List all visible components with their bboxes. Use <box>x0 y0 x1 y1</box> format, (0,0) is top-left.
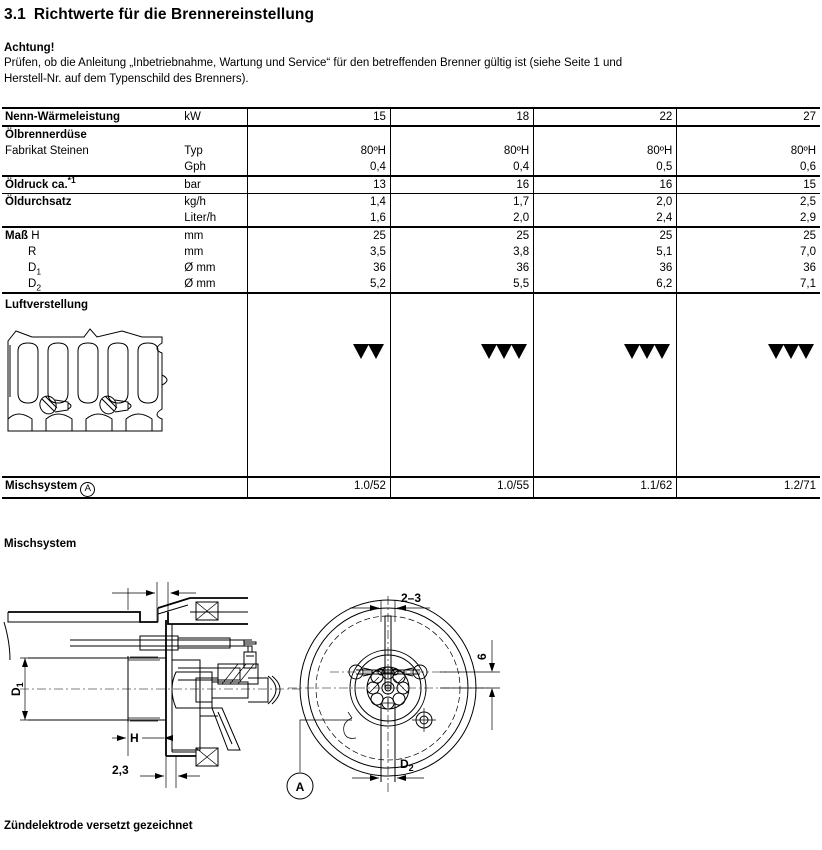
row-unit-nennwaermeleistung: kW <box>184 111 201 123</box>
cell-durchsatz-l-c2: 2,0 <box>513 212 530 224</box>
row-label-oeldruck <box>2 177 172 193</box>
mischsystem-badge-a: A <box>80 482 95 497</box>
table-row-oeldurchsatz <box>2 194 820 228</box>
row-label-nennwaermeleistung: Nenn-Wärmeleistung <box>5 111 121 123</box>
swirl-marking <box>344 712 356 738</box>
cell-d1-c4: 36 <box>803 262 816 274</box>
cell-nenn-c3: 22 <box>659 111 673 123</box>
notice-line-2: Herstell-Nr. auf dem Typenschild des Brenners). <box>4 72 249 85</box>
luft-triangles-c2 <box>391 294 533 457</box>
small-detail-circle <box>412 708 436 732</box>
cell-nenn-c2: 18 <box>516 111 530 123</box>
page-title <box>4 6 314 24</box>
cell-typ-c1: 80ºH <box>360 145 386 157</box>
triangle-group-c3 <box>625 344 670 359</box>
cell-oeldruck-c4: 15 <box>803 179 816 191</box>
table-row-nennwaermeleistung <box>2 108 820 126</box>
row-label-d1-letter: D <box>28 262 37 274</box>
luft-triangles-c4 <box>677 294 820 457</box>
row-label-d1-sub: 1 <box>36 266 42 277</box>
row-unit-durchsatz-l: Liter/h <box>184 212 217 224</box>
bottom-caption: Zündelektrode versetzt gezeichnet <box>4 820 193 832</box>
cell-r-c2: 3,8 <box>513 246 530 258</box>
row-label-h: H <box>31 230 40 242</box>
cell-r-c1: 3,5 <box>369 246 386 258</box>
row-label-oeldruck-text: Öldruck ca. <box>5 179 68 191</box>
cell-durchsatz-l-c3: 2,4 <box>656 212 673 224</box>
technical-drawings <box>0 560 822 810</box>
triangle-icon <box>496 344 512 359</box>
row-label-fabrikat-steinen: Fabrikat Steinen <box>5 145 89 157</box>
cell-nenn-c4: 27 <box>803 111 816 123</box>
triangle-group-c4 <box>769 344 814 359</box>
row-label-d2-sub: 2 <box>36 282 42 293</box>
row-label-mischsystem-text: Mischsystem <box>5 480 78 492</box>
cell-d2-c4: 7,1 <box>800 278 816 290</box>
notice-line-1: Prüfen, ob die Anleitung „Inbetriebnahme, Wartung und Service“ für den betreffenden Brenner gültig ist (siehe Seite 1 und <box>4 57 623 69</box>
row-unit-gph: Gph <box>184 161 206 173</box>
cell-d1-c3: 36 <box>659 262 673 274</box>
cell-durchsatz-kg-c1: 1,4 <box>369 196 386 208</box>
triangle-icon <box>368 344 384 359</box>
gasket-top <box>196 602 218 620</box>
row-label-luftverstellung: Luftverstellung <box>5 299 89 311</box>
dim-label-h: H <box>130 731 139 745</box>
triangle-icon <box>481 344 497 359</box>
dim-label-d2: $D_2$ <box>400 757 414 773</box>
cell-typ-c4: 80ºH <box>790 145 816 157</box>
triangle-icon <box>798 344 814 359</box>
dim-label-2-3: 2–3 <box>401 591 422 605</box>
notice-block <box>4 42 816 87</box>
hatched-block <box>218 664 258 684</box>
cell-gph-c4: 0,6 <box>800 161 816 173</box>
cell-typ-c2: 80ºH <box>503 145 530 157</box>
dim-label-23: 2,3 <box>112 763 129 777</box>
specification-table <box>2 107 820 499</box>
cell-h-c2: 25 <box>516 230 530 242</box>
row-unit-typ: Typ <box>184 145 203 157</box>
table-row-mass <box>2 227 820 293</box>
cell-r-c4: 7,0 <box>800 246 816 258</box>
page-title-number: 3.1 <box>4 6 26 23</box>
cell-h-c4: 25 <box>803 230 816 242</box>
row-label-mass-h <box>2 228 172 244</box>
cell-durchsatz-kg-c4: 2,5 <box>800 196 816 208</box>
cell-gph-c1: 0,4 <box>369 161 386 173</box>
triangle-icon <box>639 344 655 359</box>
triangle-icon <box>783 344 799 359</box>
row-label-mischsystem <box>2 478 172 497</box>
row-label-oeldruck-footnote: *1 <box>67 175 76 186</box>
cell-d1-c1: 36 <box>373 262 386 274</box>
cell-d2-c2: 5,5 <box>513 278 530 290</box>
table-row-luftverstellung <box>2 293 820 477</box>
cell-d2-c1: 5,2 <box>369 278 386 290</box>
row-label-r: R <box>28 246 37 258</box>
page-title-text: Richtwerte für die Brennereinstellung <box>33 6 315 23</box>
callout-label-a: A <box>295 780 305 794</box>
cell-oeldruck-c3: 16 <box>659 179 673 191</box>
cell-durchsatz-l-c4: 2,9 <box>800 212 816 224</box>
cell-misch-c3: 1.1/62 <box>640 480 673 492</box>
triangle-icon <box>353 344 369 359</box>
triangle-icon <box>654 344 670 359</box>
luft-triangles-c3 <box>534 294 676 457</box>
cell-misch-c2: 1.0/55 <box>497 480 530 492</box>
notice-title: Achtung! <box>4 42 55 54</box>
cell-durchsatz-l-c1: 1,6 <box>369 212 386 224</box>
triangle-group-c2 <box>482 344 527 359</box>
cell-gph-c3: 0,5 <box>656 161 673 173</box>
cell-durchsatz-kg-c2: 1,7 <box>513 196 530 208</box>
triangle-icon <box>768 344 784 359</box>
cell-d1-c2: 36 <box>516 262 530 274</box>
triangle-icon <box>511 344 527 359</box>
row-label-d2-letter: D <box>28 278 37 290</box>
table-row-oeldruck <box>2 176 820 194</box>
cell-h-c1: 25 <box>373 230 386 242</box>
cell-durchsatz-kg-c3: 2,0 <box>656 196 673 208</box>
side-section-drawing <box>4 582 300 788</box>
row-label-d2 <box>2 276 172 292</box>
dim-label-6: 6 <box>475 653 489 660</box>
cell-oeldruck-c2: 16 <box>516 179 530 191</box>
cell-misch-c1: 1.0/52 <box>353 480 386 492</box>
row-unit-mass-r: mm <box>184 246 204 258</box>
air-damper-illustration <box>2 313 172 476</box>
row-label-oelbrennerduese: Ölbrennerdüse <box>5 129 87 141</box>
row-label-d1 <box>2 260 172 276</box>
row-unit-mass-d1: Ø mm <box>184 262 216 274</box>
front-view-drawing <box>287 591 500 799</box>
triangle-icon <box>624 344 640 359</box>
cell-nenn-c1: 15 <box>373 111 386 123</box>
cell-gph-c2: 0,4 <box>513 161 530 173</box>
cell-typ-c3: 80ºH <box>647 145 673 157</box>
row-unit-oeldruck: bar <box>184 179 201 191</box>
table-row-mischsystem <box>2 477 820 498</box>
row-unit-durchsatz-kg: kg/h <box>184 196 206 208</box>
row-label-oeldurchsatz: Öldurchsatz <box>5 196 72 208</box>
cell-oeldruck-c1: 13 <box>373 179 386 191</box>
cell-h-c3: 25 <box>659 230 673 242</box>
cell-d2-c3: 6,2 <box>656 278 673 290</box>
row-unit-mass-d2: Ø mm <box>184 278 216 290</box>
triangle-group-c1 <box>354 344 384 359</box>
row-label-mass-title: Maß <box>5 230 28 242</box>
table-row-oelbrennerduese <box>2 126 820 176</box>
dim-label-d1: $D_1$ <box>9 682 25 696</box>
gasket-bottom <box>196 748 218 766</box>
row-unit-mass-h: mm <box>184 230 204 242</box>
mischsystem-section-caption: Mischsystem <box>4 538 77 550</box>
cell-r-c3: 5,1 <box>656 246 673 258</box>
luft-triangles-c1 <box>248 294 390 457</box>
cell-misch-c4: 1.2/71 <box>784 480 816 492</box>
